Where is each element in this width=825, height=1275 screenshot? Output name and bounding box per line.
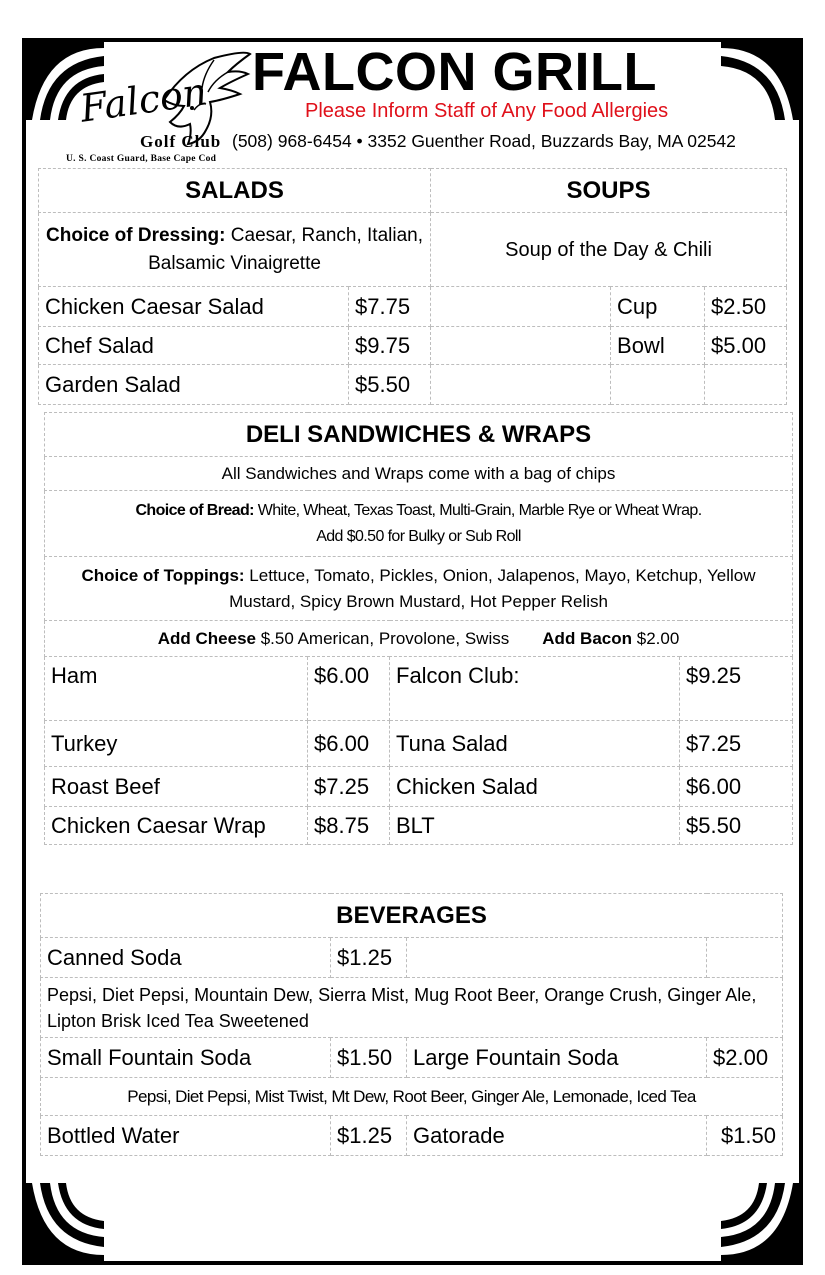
sandwich-name: Falcon Club: bbox=[390, 657, 680, 721]
falcon-golf-club-logo bbox=[60, 50, 250, 170]
salad-item-name: Chef Salad bbox=[39, 327, 349, 365]
bacon-text: $2.00 bbox=[632, 628, 680, 648]
soup-description: Soup of the Day & Chili bbox=[431, 213, 787, 287]
empty-cell bbox=[431, 365, 611, 405]
bread-choices bbox=[45, 491, 793, 557]
beverage-price: $1.25 bbox=[331, 1116, 407, 1156]
beverage-name: Bottled Water bbox=[41, 1116, 331, 1156]
allergy-notice: Please Inform Staff of Any Food Allergies bbox=[305, 100, 669, 122]
soup-size: Bowl bbox=[611, 327, 705, 365]
sandwich-name: Tuna Salad bbox=[390, 721, 680, 767]
beverages-heading: BEVERAGES bbox=[41, 894, 783, 938]
sandwich-price: $8.75 bbox=[308, 807, 390, 845]
deli-table bbox=[44, 412, 793, 845]
sandwich-name: Chicken Caesar Wrap bbox=[45, 807, 308, 845]
sandwich-price: $7.25 bbox=[680, 721, 793, 767]
salad-item-name: Chicken Caesar Salad bbox=[39, 287, 349, 327]
beverage-name: Small Fountain Soda bbox=[41, 1038, 331, 1078]
corner-ornament-bottom-right bbox=[721, 1183, 801, 1263]
salad-item-price: $5.50 bbox=[349, 365, 431, 405]
cheese-bacon-addons bbox=[45, 621, 793, 657]
dressing-choices bbox=[39, 213, 431, 287]
topping-choices bbox=[45, 557, 793, 621]
logo-golf-club-text: Golf Club bbox=[140, 132, 222, 151]
soups-heading: SOUPS bbox=[431, 169, 787, 213]
sandwich-price: $6.00 bbox=[308, 721, 390, 767]
dressing-label: Choice of Dressing: bbox=[46, 224, 226, 246]
salad-item-price: $9.75 bbox=[349, 327, 431, 365]
soup-price: $2.50 bbox=[705, 287, 787, 327]
sandwich-price: $9.25 bbox=[680, 657, 793, 721]
empty-cell bbox=[431, 287, 611, 327]
beverage-price: $1.50 bbox=[331, 1038, 407, 1078]
beverage-price: $1.25 bbox=[331, 938, 407, 978]
beverage-name: Large Fountain Soda bbox=[407, 1038, 707, 1078]
chips-note: All Sandwiches and Wraps come with a bag of chips bbox=[45, 457, 793, 491]
salads-heading: SALADS bbox=[39, 169, 431, 213]
soup-size: Cup bbox=[611, 287, 705, 327]
beverages-table bbox=[40, 893, 783, 1156]
logo-falcon-script: Falcon bbox=[77, 69, 210, 131]
bread-label: Choice of Bread: bbox=[135, 501, 254, 519]
bread-addon: Add $0.50 for Bulky or Sub Roll bbox=[316, 527, 521, 545]
empty-cell bbox=[611, 365, 705, 405]
corner-ornament-top-right bbox=[721, 40, 801, 120]
cheese-text: $.50 American, Provolone, Swiss bbox=[255, 628, 510, 648]
logo-coast-guard-text: U. S. Coast Guard, Base Cape Cod bbox=[66, 154, 217, 164]
salad-item-price: $7.75 bbox=[349, 287, 431, 327]
toppings-label: Choice of Toppings: bbox=[81, 565, 245, 585]
bread-text: White, Wheat, Texas Toast, Multi-Grain, Marble Rye or Wheat Wrap. bbox=[253, 501, 702, 519]
beverage-price: $1.50 bbox=[707, 1116, 783, 1156]
cheese-label: Add Cheese bbox=[157, 628, 256, 648]
sandwich-price: $6.00 bbox=[308, 657, 390, 721]
empty-cell bbox=[407, 938, 707, 978]
canned-soda-list: Pepsi, Diet Pepsi, Mountain Dew, Sierra Mist, Mug Root Beer, Orange Crush, Ginger Ale, Lipton Brisk Iced Tea Sweetened bbox=[41, 978, 783, 1038]
sandwich-name: Ham bbox=[45, 657, 308, 721]
deli-heading: DELI SANDWICHES & WRAPS bbox=[45, 413, 793, 457]
beverage-price: $2.00 bbox=[707, 1038, 783, 1078]
beverage-name: Gatorade bbox=[407, 1116, 707, 1156]
fountain-soda-list: Pepsi, Diet Pepsi, Mist Twist, Mt Dew, Root Beer, Ginger Ale, Lemonade, Iced Tea bbox=[41, 1078, 783, 1116]
salad-item-name: Garden Salad bbox=[39, 365, 349, 405]
contact-address: (508) 968-6454 • 3352 Guenther Road, Buzzards Bay, MA 02542 bbox=[232, 131, 736, 151]
soup-price: $5.00 bbox=[705, 327, 787, 365]
sandwich-price: $6.00 bbox=[680, 767, 793, 807]
dressing-text: Caesar, Ranch, Italian, Balsamic Vinaigrette bbox=[148, 224, 423, 274]
salads-soups-table bbox=[38, 168, 787, 405]
toppings-text: Lettuce, Tomato, Pickles, Onion, Jalapenos, Mayo, Ketchup, Yellow Mustard, Spicy Brown Mustard, Hot Pepper Relish bbox=[229, 565, 756, 611]
sandwich-name: Turkey bbox=[45, 721, 308, 767]
sandwich-price: $5.50 bbox=[680, 807, 793, 845]
empty-cell bbox=[431, 327, 611, 365]
bacon-label: Add Bacon bbox=[542, 628, 633, 648]
empty-cell bbox=[707, 938, 783, 978]
sandwich-price: $7.25 bbox=[308, 767, 390, 807]
sandwich-name: BLT bbox=[390, 807, 680, 845]
empty-cell bbox=[705, 365, 787, 405]
corner-ornament-bottom-left bbox=[24, 1183, 104, 1263]
sandwich-name: Roast Beef bbox=[45, 767, 308, 807]
beverage-name: Canned Soda bbox=[41, 938, 331, 978]
sandwich-name: Chicken Salad bbox=[390, 767, 680, 807]
page-title: FALCON GRILL bbox=[252, 42, 657, 102]
